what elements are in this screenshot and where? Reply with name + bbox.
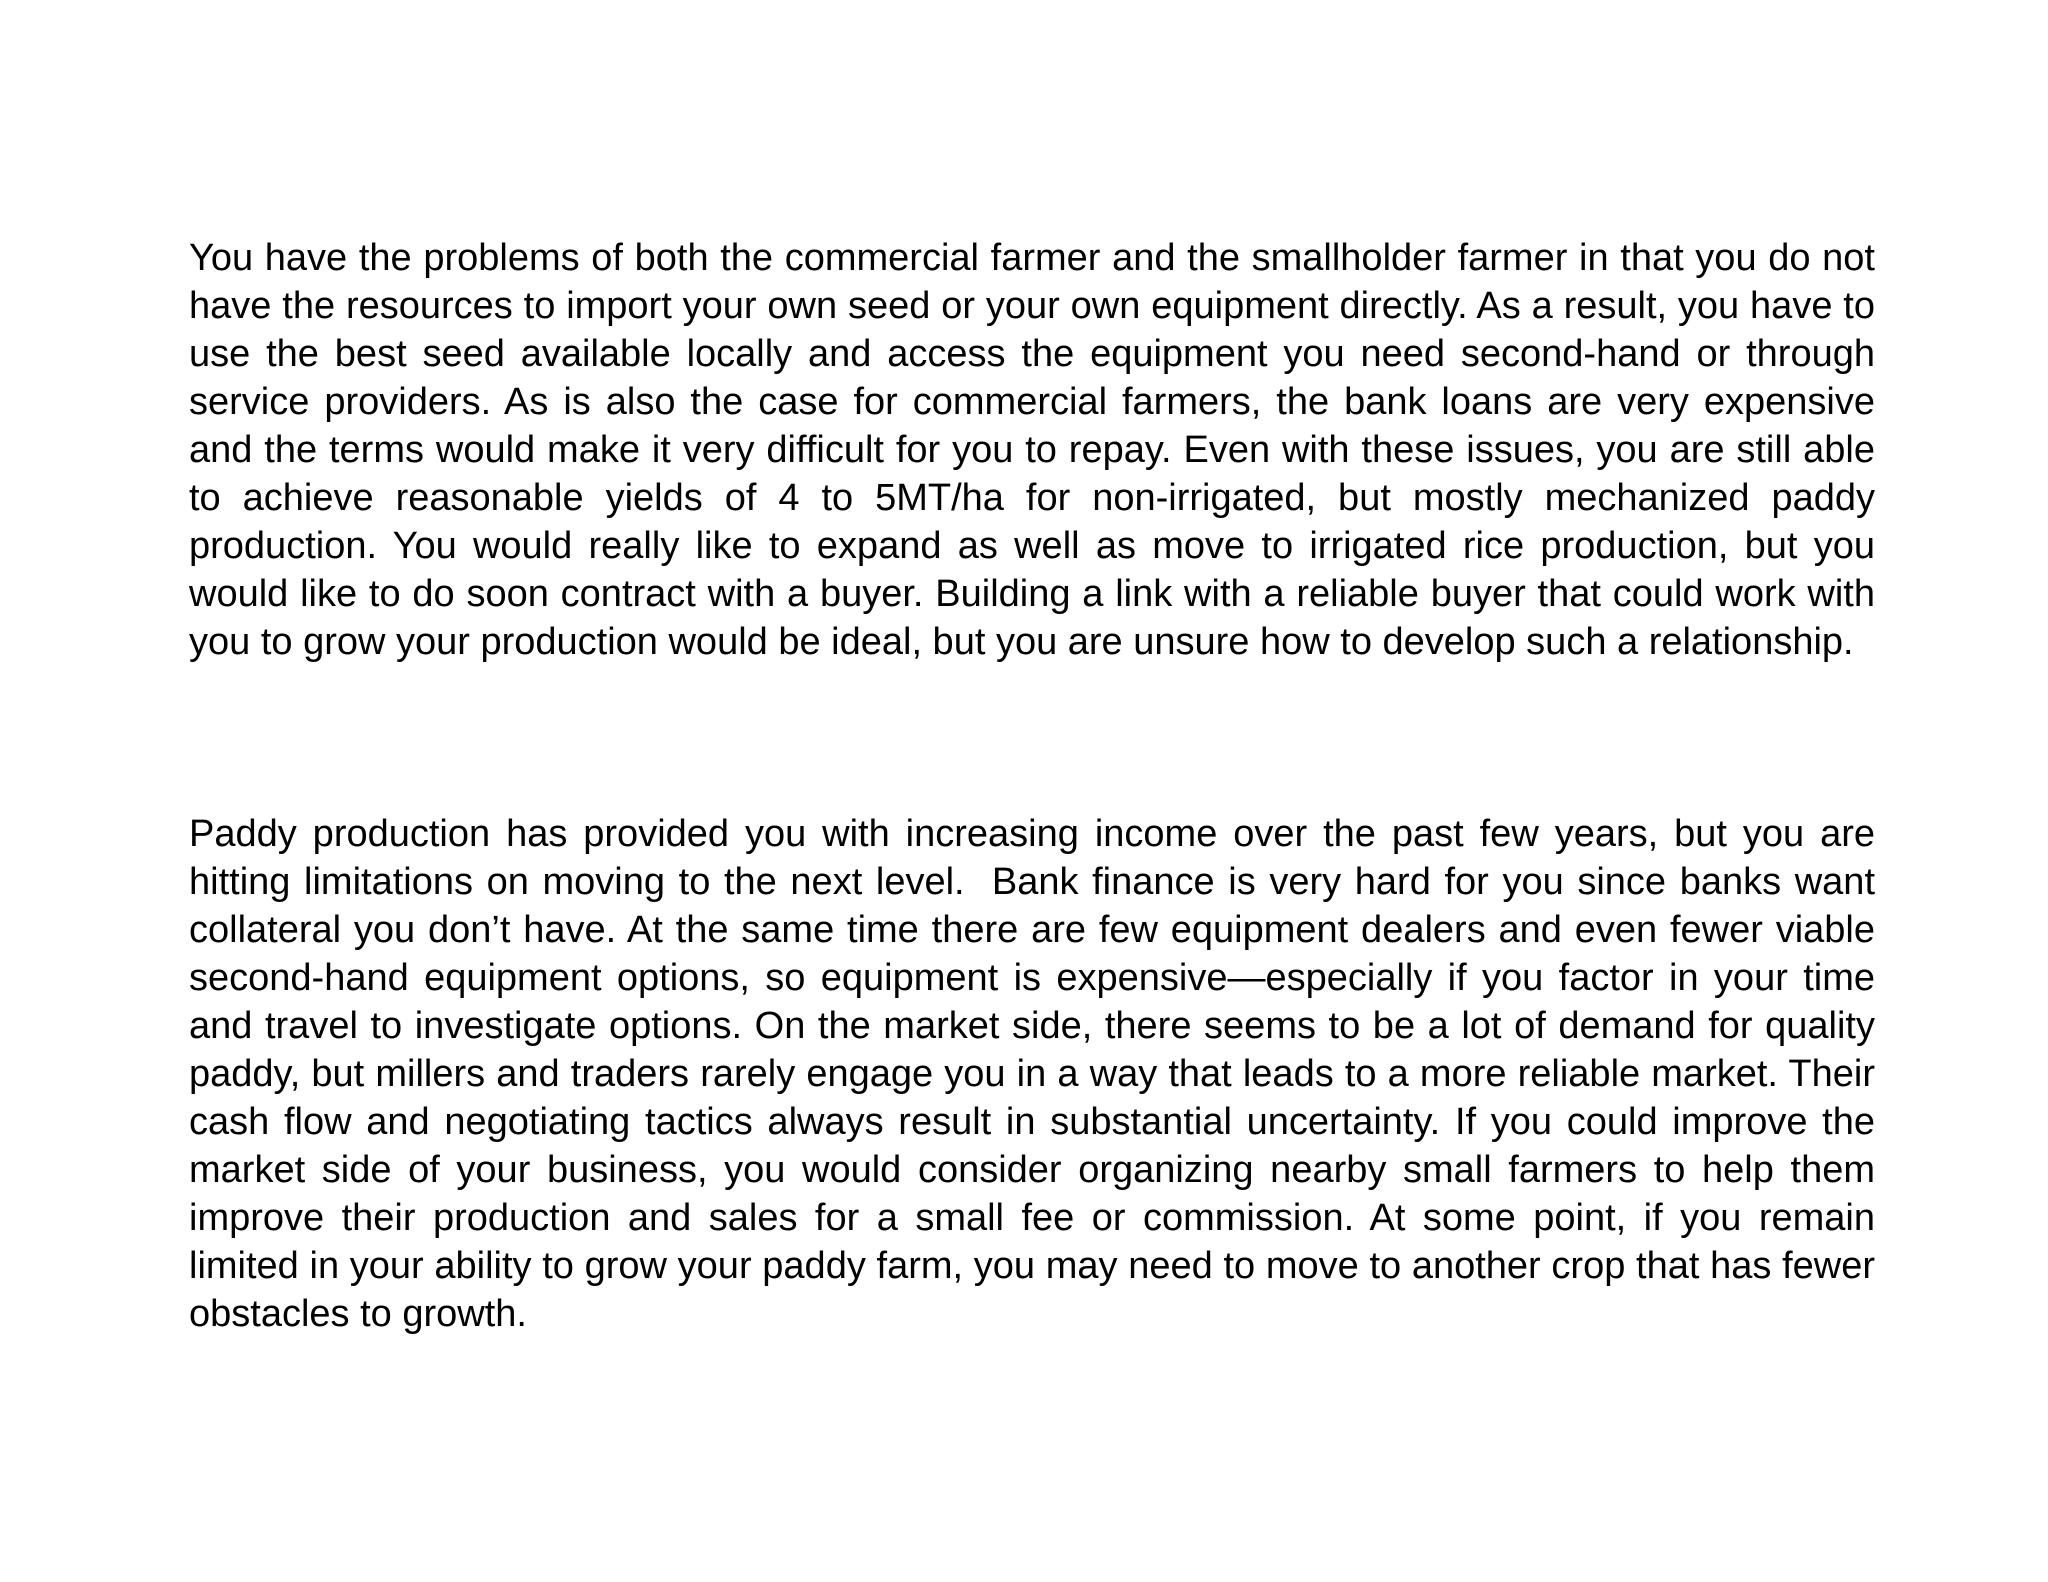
document-body [189,138,1886,1434]
paragraph-commercial-smallholder-problems: You have the problems of both the commercial farmer and the smallholder farmer in that you do not have the resources to import your own seed or your own equipment directly. As a result, you have to use the best seed available locally and access the equipment you need second-hand or through service providers. As is also the case for commercial farmers, the bank loans are very expensive and the terms would make it very difficult for you to repay. Even with these issues, you are still able to achieve reasonable yields of 4 to 5MT/ha for non-irrigated, but mostly mechanized paddy production. You would really like to expand as well as move to irrigated rice production, but you would like to do soon contract with a buyer. Building a link with a reliable buyer that could work with you to grow your production would be ideal, but you are unsure how to develop such a relationship. [189,237,1886,663]
paragraph-paddy-production-limitations: Paddy production has provided you with increasing income over the past few years, but you are hitting limitations on moving to the next level. Bank finance is very hard for you since banks want collateral you don’t have. At the same time there are few equipment dealers and even fewer viable second-hand equipment options, so equipment is expensive—especially if you factor in your time and travel to investigate options. On the market side, there seems to be a lot of demand for quality paddy, but millers and traders rarely engage you in a way that leads to a more reliable market. Their cash flow and negotiating tactics always result in substantial uncertainty. If you could improve the market side of your business, you would consider organizing nearby small farmers to help them improve their production and sales for a small fee or commission. At some point, if you remain limited in your ability to grow your paddy farm, you may need to move to another crop that has fewer obstacles to growth. [189,813,1886,1335]
